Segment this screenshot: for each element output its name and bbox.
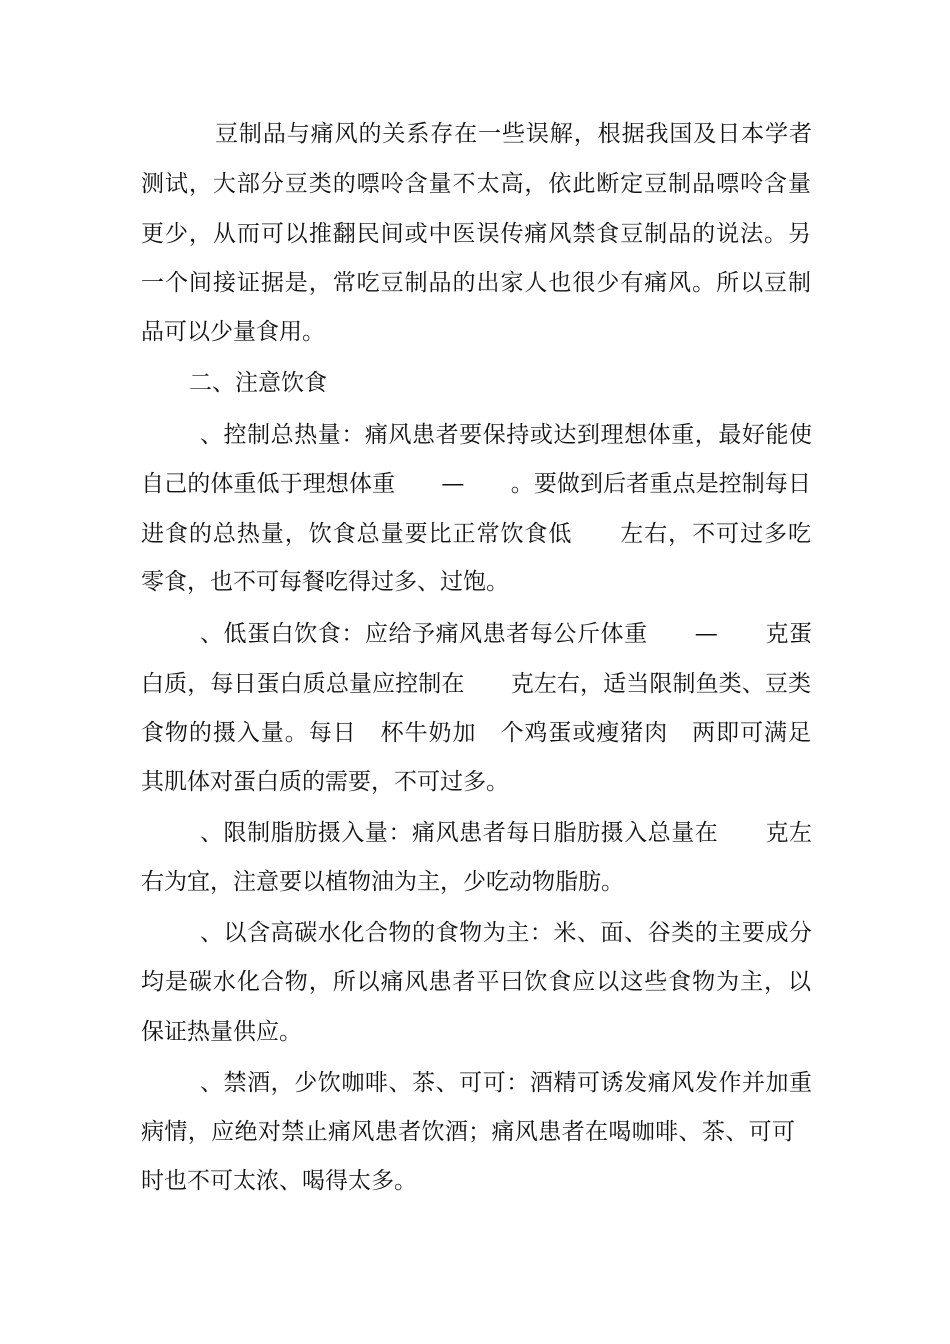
paragraph-1-line-5: 品可以少量食用。 [141,319,325,345]
item-2-line-1: 、低蛋白饮食：应给予痛风患者每公斤体重 — 克蛋 [200,621,812,647]
paragraph-1-line-2: 测试，大部分豆类的嘌呤含量不太高，依此断定豆制品嘌呤含量 [141,171,811,197]
item-1-line-4: 零食，也不可每餐吃得过多、过饱。 [141,569,509,595]
item-4-line-2: 均是碳水化合物，所以痛风患者平曰饮食应以这些食物为主，以 [141,969,811,995]
item-5-line-1: 、禁酒，少饮咖啡、茶、可可：酒精可诱发痛风发作并加重 [200,1070,812,1096]
paragraph-1-line-1: 豆制品与痛风的关系存在一些误解，根据我国及日本学者 [215,121,812,147]
item-1-line-3: 进食的总热量，饮食总量要比正常饮食低 左右，不可过多吃 [141,521,811,547]
section-heading: 二、注意饮食 [189,370,327,396]
item-1-line-1: 、控制总热量：痛风患者要保持或达到理想体重，最好能使 [200,422,812,448]
item-4-line-3: 保证热量供应。 [141,1019,302,1045]
item-5-line-3: 时也不可太浓、喝得太多。 [141,1168,417,1194]
paragraph-1-line-4: 一个间接证据是，常吃豆制品的出家人也很少有痛风。所以豆制 [141,270,811,296]
item-3-line-2: 右为宜，注意要以植物油为主，少吃动物脂肪。 [141,869,624,895]
item-3-line-1: 、限制脂肪摄入量：痛风患者每日脂肪摄入总量在 克左 [200,820,812,846]
item-1-line-2: 自己的体重低于理想体重 — 。要做到后者重点是控制每日 [141,471,811,497]
item-2-line-3: 食物的摄入量。每日 杯牛奶加 个鸡蛋或瘦猪肉 两即可满足 [141,720,811,746]
item-5-line-2: 病情，应绝对禁止痛风患者饮酒；痛风患者在喝咖啡、茶、可可 [141,1119,795,1145]
item-2-line-4: 其肌体对蛋白质的需要，不可过多。 [141,769,509,795]
item-4-line-1: 、以含高碳水化合物的食物为主：米、面、谷类的主要成分 [200,920,812,946]
item-2-line-2: 白质，每日蛋白质总量应控制在 克左右，适当限制鱼类、豆类 [141,671,811,697]
paragraph-1-line-3: 更少，从而可以推翻民间或中医误传痛风禁食豆制品的说法。另 [141,221,811,247]
